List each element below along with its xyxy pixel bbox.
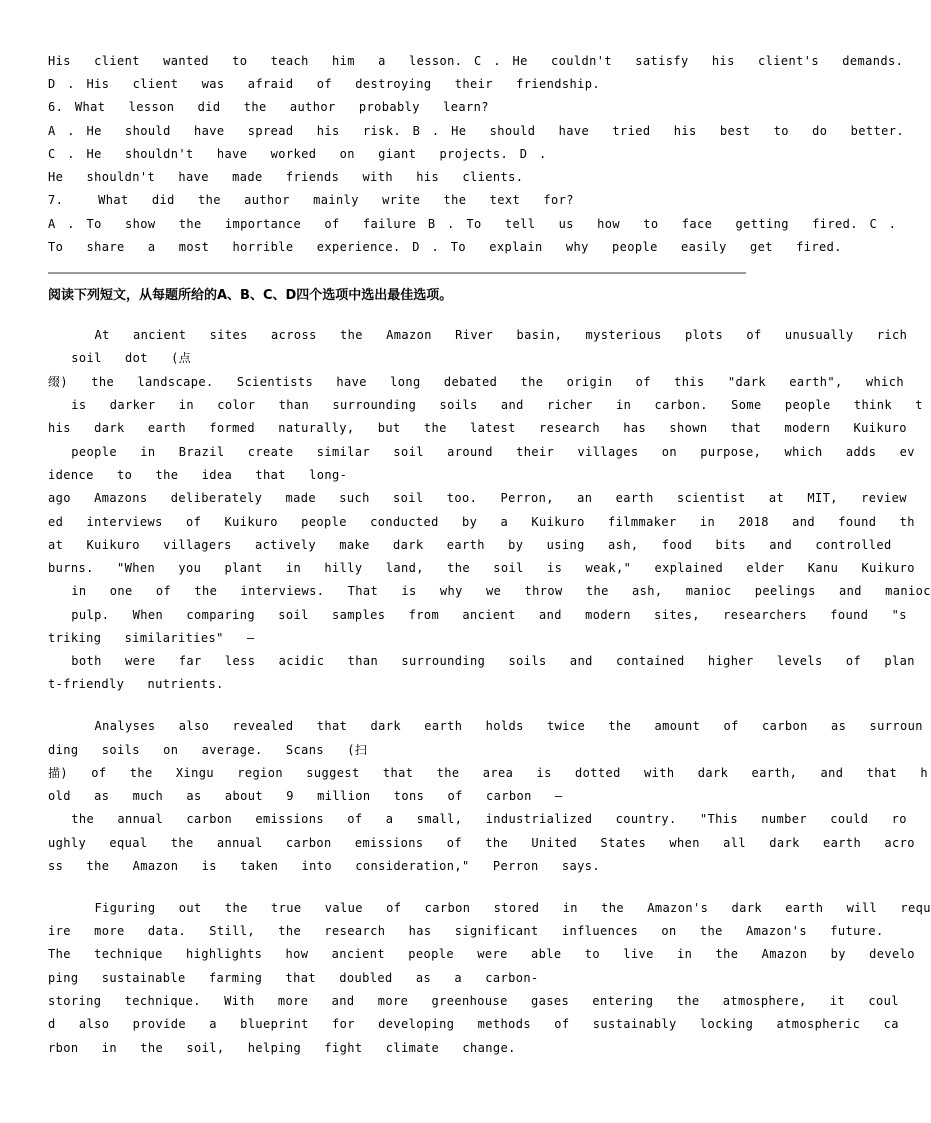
passage-line: ping sustainable farming that doubled as a carbon- [48, 971, 539, 985]
passage-line: ding soils on average. Scans (扫 [48, 743, 368, 757]
passage-line: 缀) the landscape. Scientists have long debated the origin of this "dark earth", which [48, 375, 904, 389]
text-line: D . His client was afraid of destroying their friendship. [48, 77, 600, 91]
passage-line: both were far less acidic than surrounding soils and contained higher levels of plan [48, 654, 915, 668]
passage-line: ire more data. Still, the research has significant influences on the Amazon's future. [48, 924, 884, 938]
passage-line: pulp. When comparing soil samples from ancient and modern sites, researchers found "s [48, 608, 907, 622]
text-line: To share a most horrible experience. D . To explain why people easily get fired. [48, 240, 842, 254]
passage-line: storing technique. With more and more greenhouse gases entering the atmosphere, it coul [48, 994, 899, 1008]
passage-line: soil dot (点 [48, 351, 192, 365]
passage-line: ughly equal the annual carbon emissions of the United States when all dark earth acro [48, 836, 915, 850]
question-6: 6. What lesson did the author probably learn? [48, 100, 489, 114]
passage-line: idence to the idea that long- [48, 468, 348, 482]
passage-line: at Kuikuro villagers actively make dark earth by using ash, food bits and controlled [48, 538, 892, 552]
passage-line: is darker in color than surrounding soils and richer in carbon. Some people think t [48, 398, 923, 412]
passage-line: Figuring out the true value of carbon stored in the Amazon's dark earth will requ [48, 901, 931, 915]
text-line: His client wanted to teach him a lesson. C . He couldn't satisfy his client's demands. [48, 54, 904, 68]
passage-line: ago Amazons deliberately made such soil too. Perron, an earth scientist at MIT, review [48, 491, 907, 505]
text-line: A . He should have spread his risk. B . He should have tried his best to do better. [48, 124, 904, 138]
passage-line: burns. "When you plant in hilly land, the soil is weak," explained elder Kanu Kuikuro [48, 561, 915, 575]
passage-line: people in Brazil create similar soil around their villages on purpose, which adds ev [48, 445, 915, 459]
passage-line: The technique highlights how ancient people were able to live in the Amazon by develo [48, 947, 915, 961]
text-line: C . He shouldn't have worked on giant projects. D . [48, 147, 547, 161]
passage-line: 描) of the Xingu region suggest that the area is dotted with dark earth, and that h [48, 766, 928, 780]
passage-line: old as much as about 9 million tons of carbon — [48, 789, 563, 803]
question-7: 7. What did the author mainly write the text for? [48, 193, 574, 207]
passage-line: Analyses also revealed that dark earth holds twice the amount of carbon as surroun [48, 719, 923, 733]
section-divider [48, 272, 746, 274]
passage-line: his dark earth formed naturally, but the latest research has shown that modern Kuikuro [48, 421, 907, 435]
passage-line: At ancient sites across the Amazon River basin, mysterious plots of unusually rich [48, 328, 908, 342]
text-line: He shouldn't have made friends with his clients. [48, 170, 524, 184]
section-instruction: 阅读下列短文，从每题所给的A、B、C、D四个选项中选出最佳选项。 [48, 288, 453, 303]
passage-line: in one of the interviews. That is why we throw the ash, manioc peelings and manioc [48, 584, 931, 598]
passage-line: the annual carbon emissions of a small, industrialized country. "This number could ro [48, 812, 907, 826]
passage-line: ed interviews of Kuikuro people conducted by a Kuikuro filmmaker in 2018 and found th [48, 515, 915, 529]
passage-line: triking similarities" — [48, 631, 255, 645]
passage-line: ss the Amazon is taken into consideration," Perron says. [48, 859, 600, 873]
passage-line: t-friendly nutrients. [48, 677, 224, 691]
passage-line: rbon in the soil, helping fight climate change. [48, 1041, 516, 1055]
passage-line: d also provide a blueprint for developing methods of sustainably locking atmospheric ca [48, 1017, 899, 1031]
text-line: A . To show the importance of failure B . To tell us how to face getting fired. C . [48, 217, 897, 231]
